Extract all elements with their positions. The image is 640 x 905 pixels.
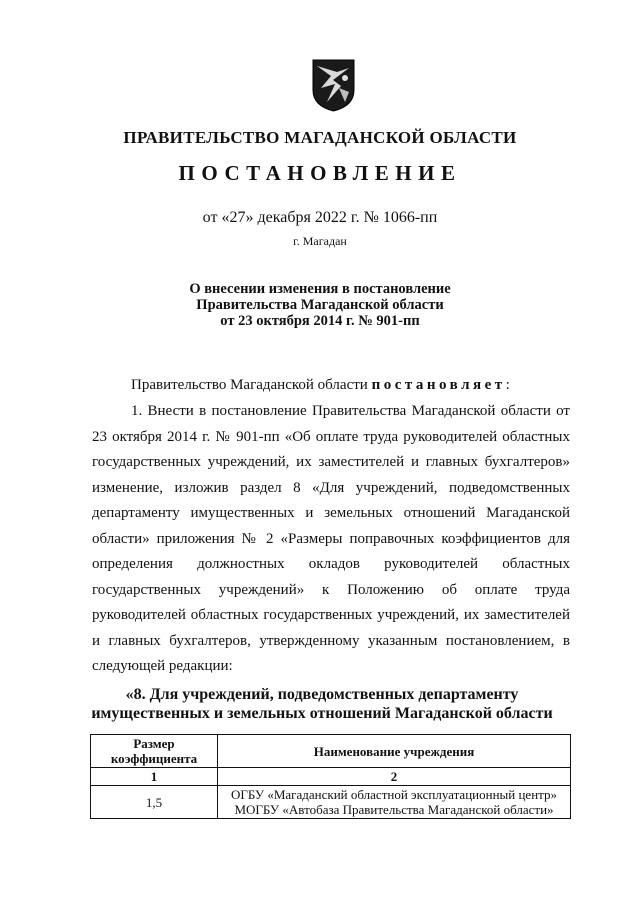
government-name: ПРАВИТЕЛЬСТВО МАГАДАНСКОЙ ОБЛАСТИ (123, 128, 517, 147)
table-row (91, 786, 571, 819)
coefficients-table (90, 734, 571, 819)
subject-line-2: Правительства Магаданской области (196, 297, 444, 313)
intro-subject: Правительство Магаданской области (131, 377, 372, 393)
document-type: ПОСТАНОВЛЕНИЕ (178, 161, 462, 185)
header-coefficient: Размер коэффициента (91, 735, 218, 768)
coat-of-arms-icon (311, 58, 356, 113)
institution-name: ОГБУ «Магаданский областной эксплуатационный центр» (230, 787, 557, 802)
subject-line-1: О внесении изменения в постановление (189, 281, 451, 297)
intro-colon: : (505, 377, 510, 393)
column-number-2: 2 (218, 768, 571, 786)
resolution-item-1: 1. Внести в постановление Правительства Магаданской области от 23 октября 2014 г. № 901-пп «Об оплате труда руководителей областных государственных учреждений, их заместителей и главных бухгалтеров» изменение, изложив раздел 8 «Для учреждений, подведомственных департаменту имущественных и земельных отношений Магаданской области» приложения № 2 «Размеры поправочных коэффициентов для определения должностных окладов руководителей областных государственных учреждений» к Положению об оплате труда руководителей областных государственных учреждений, их заместителей и главных бухгалтеров, утвержденному указанным постановлением, в следующей редакции: (92, 403, 570, 674)
subject-line-3: от 23 октября 2014 г. № 901-пп (220, 313, 420, 329)
resolution-intro (131, 373, 571, 399)
column-number-1: 1 (91, 768, 218, 786)
table-column-numbers-row (91, 768, 571, 786)
table-header-row (91, 735, 571, 768)
document-date-number: от «27» декабря 2022 г. № 1066-пп (202, 209, 438, 226)
document-city: г. Магадан (293, 234, 347, 248)
section-heading-line-1: «8. Для учреждений, подведомственных департаменту (125, 686, 519, 703)
institution-name: МОГБУ «Автобаза Правительства Магаданской области» (234, 802, 554, 817)
intro-verb: постановляет (371, 377, 506, 393)
coefficient-value: 1,5 (91, 786, 218, 819)
section-heading-line-2: имущественных и земельных отношений Магаданской области (91, 705, 553, 722)
header-institution: Наименование учреждения (218, 735, 571, 768)
institution-names (218, 786, 571, 819)
